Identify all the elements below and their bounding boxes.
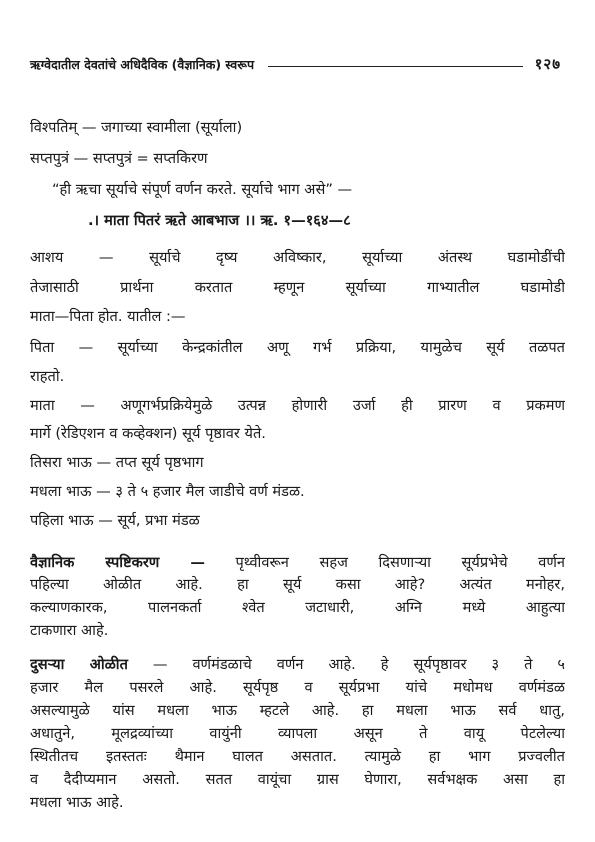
text-line-16: पहिल्या ओळीत आहे. हा सूर्य कसा आहे? अत्यंत मनोहर, <box>30 576 565 593</box>
header-rule <box>268 66 523 67</box>
text-line-20: हजार मैल पसरले आहे. सूर्यपृष्ठ व सूर्यप्रभा यांचे मधोमध वर्णमंडळ <box>30 679 565 696</box>
text-line-15 <box>30 553 565 573</box>
text-line-19 <box>30 655 565 675</box>
text-line-12: तिसरा भाऊ — तप्त सूर्य पृष्ठभाग <box>30 454 204 471</box>
text-line-13: मधला भाऊ — ३ ते ५ हजार मैल जाडीचे वर्ण मंडळ. <box>30 483 305 500</box>
section-heading-scientific: वैज्ञानिक स्पष्टिकरण — <box>30 554 205 571</box>
text-line-8: पिता — सूर्याच्या केन्द्रकांतील अणू गर्भ प्रक्रिया, यामुळेच सूर्य तळपत <box>30 339 565 356</box>
text-line-7: माता—पिता होत. यातील :— <box>30 308 186 325</box>
text-line-18: टाकणारा आहे. <box>30 622 109 639</box>
text-line-23: स्थितीतच इतस्ततः थैमान घालत असतात. त्यामुळे हा भाग प्रज्वलीत <box>30 748 565 765</box>
page-number: १२७ <box>534 55 561 73</box>
running-header <box>30 53 561 75</box>
section-heading-second-line: दुसऱ्या ओळीत <box>30 656 128 673</box>
text-line-1: विश्पतिम् — जगाच्या स्वामीला (सूर्याला) <box>30 119 243 136</box>
text-line-3: “ही ऋचा सूर्याचे संपूर्ण वर्णन करते. सूर्याचे भाग असे” — <box>52 181 353 198</box>
text-line-9: राहतो. <box>30 368 65 385</box>
text-line-11: मार्गे (रेडिएशन व कव्हेक्शन) सूर्य पृष्ठावर येते. <box>30 425 266 442</box>
text-line-2: सप्तपुत्रं — सप्तपुत्रं = सप्तकिरण <box>30 150 208 167</box>
text-line-15-rest: पृथ्वीवरून सहज दिसणाऱ्या सूर्यप्रभेचे वर्णन <box>204 554 565 571</box>
text-line-22: अधातुने, मूलद्रव्यांच्या वायुंनी व्यापला असून ते वायू पेटलेल्या <box>30 725 565 742</box>
text-line-4: .। माता पितरं ऋते आबभाज ।। ऋ. १—१६४—८ <box>88 212 351 229</box>
text-line-25: मधला भाऊ आहे. <box>30 794 124 811</box>
text-line-24: व दैदीप्यमान असतो. सतत वायूंचा ग्रास घेणारा, सर्वभक्षक असा हा <box>30 771 565 788</box>
text-line-19-rest: — वर्णमंडळाचे वर्णन आहे. हे सूर्यपृष्ठावर ३ ते ५ <box>127 656 565 673</box>
text-line-17: कल्याणकारक, पालनकर्ता श्वेत जटाधारी, अग्नि मध्ये आहुत्या <box>30 599 565 616</box>
header-title: ऋग्वेदातील देवतांचे अधिदैविक (वैज्ञानिक) स्वरूप <box>30 56 255 72</box>
text-line-14: पहिला भाऊ — सूर्य, प्रभा मंडळ <box>30 512 200 529</box>
text-line-5: आशय — सूर्याचे दृष्य अविष्कार, सूर्याच्या अंतस्थ घडामोडींची <box>30 249 565 266</box>
text-line-10: माता — अणूगर्भप्रक्रियेमुळे उत्पन्न होणारी उर्जा ही प्रारण व प्रकमण <box>30 397 565 414</box>
text-line-6: तेजासाठी प्रार्थना करतात म्हणून सूर्याच्या गाभ्यातील घडामोडी <box>30 279 565 296</box>
text-line-21: असल्यामुळे यांस मधला भाऊ म्हटले आहे. हा मधला भाऊ सर्व धातु, <box>30 702 565 719</box>
